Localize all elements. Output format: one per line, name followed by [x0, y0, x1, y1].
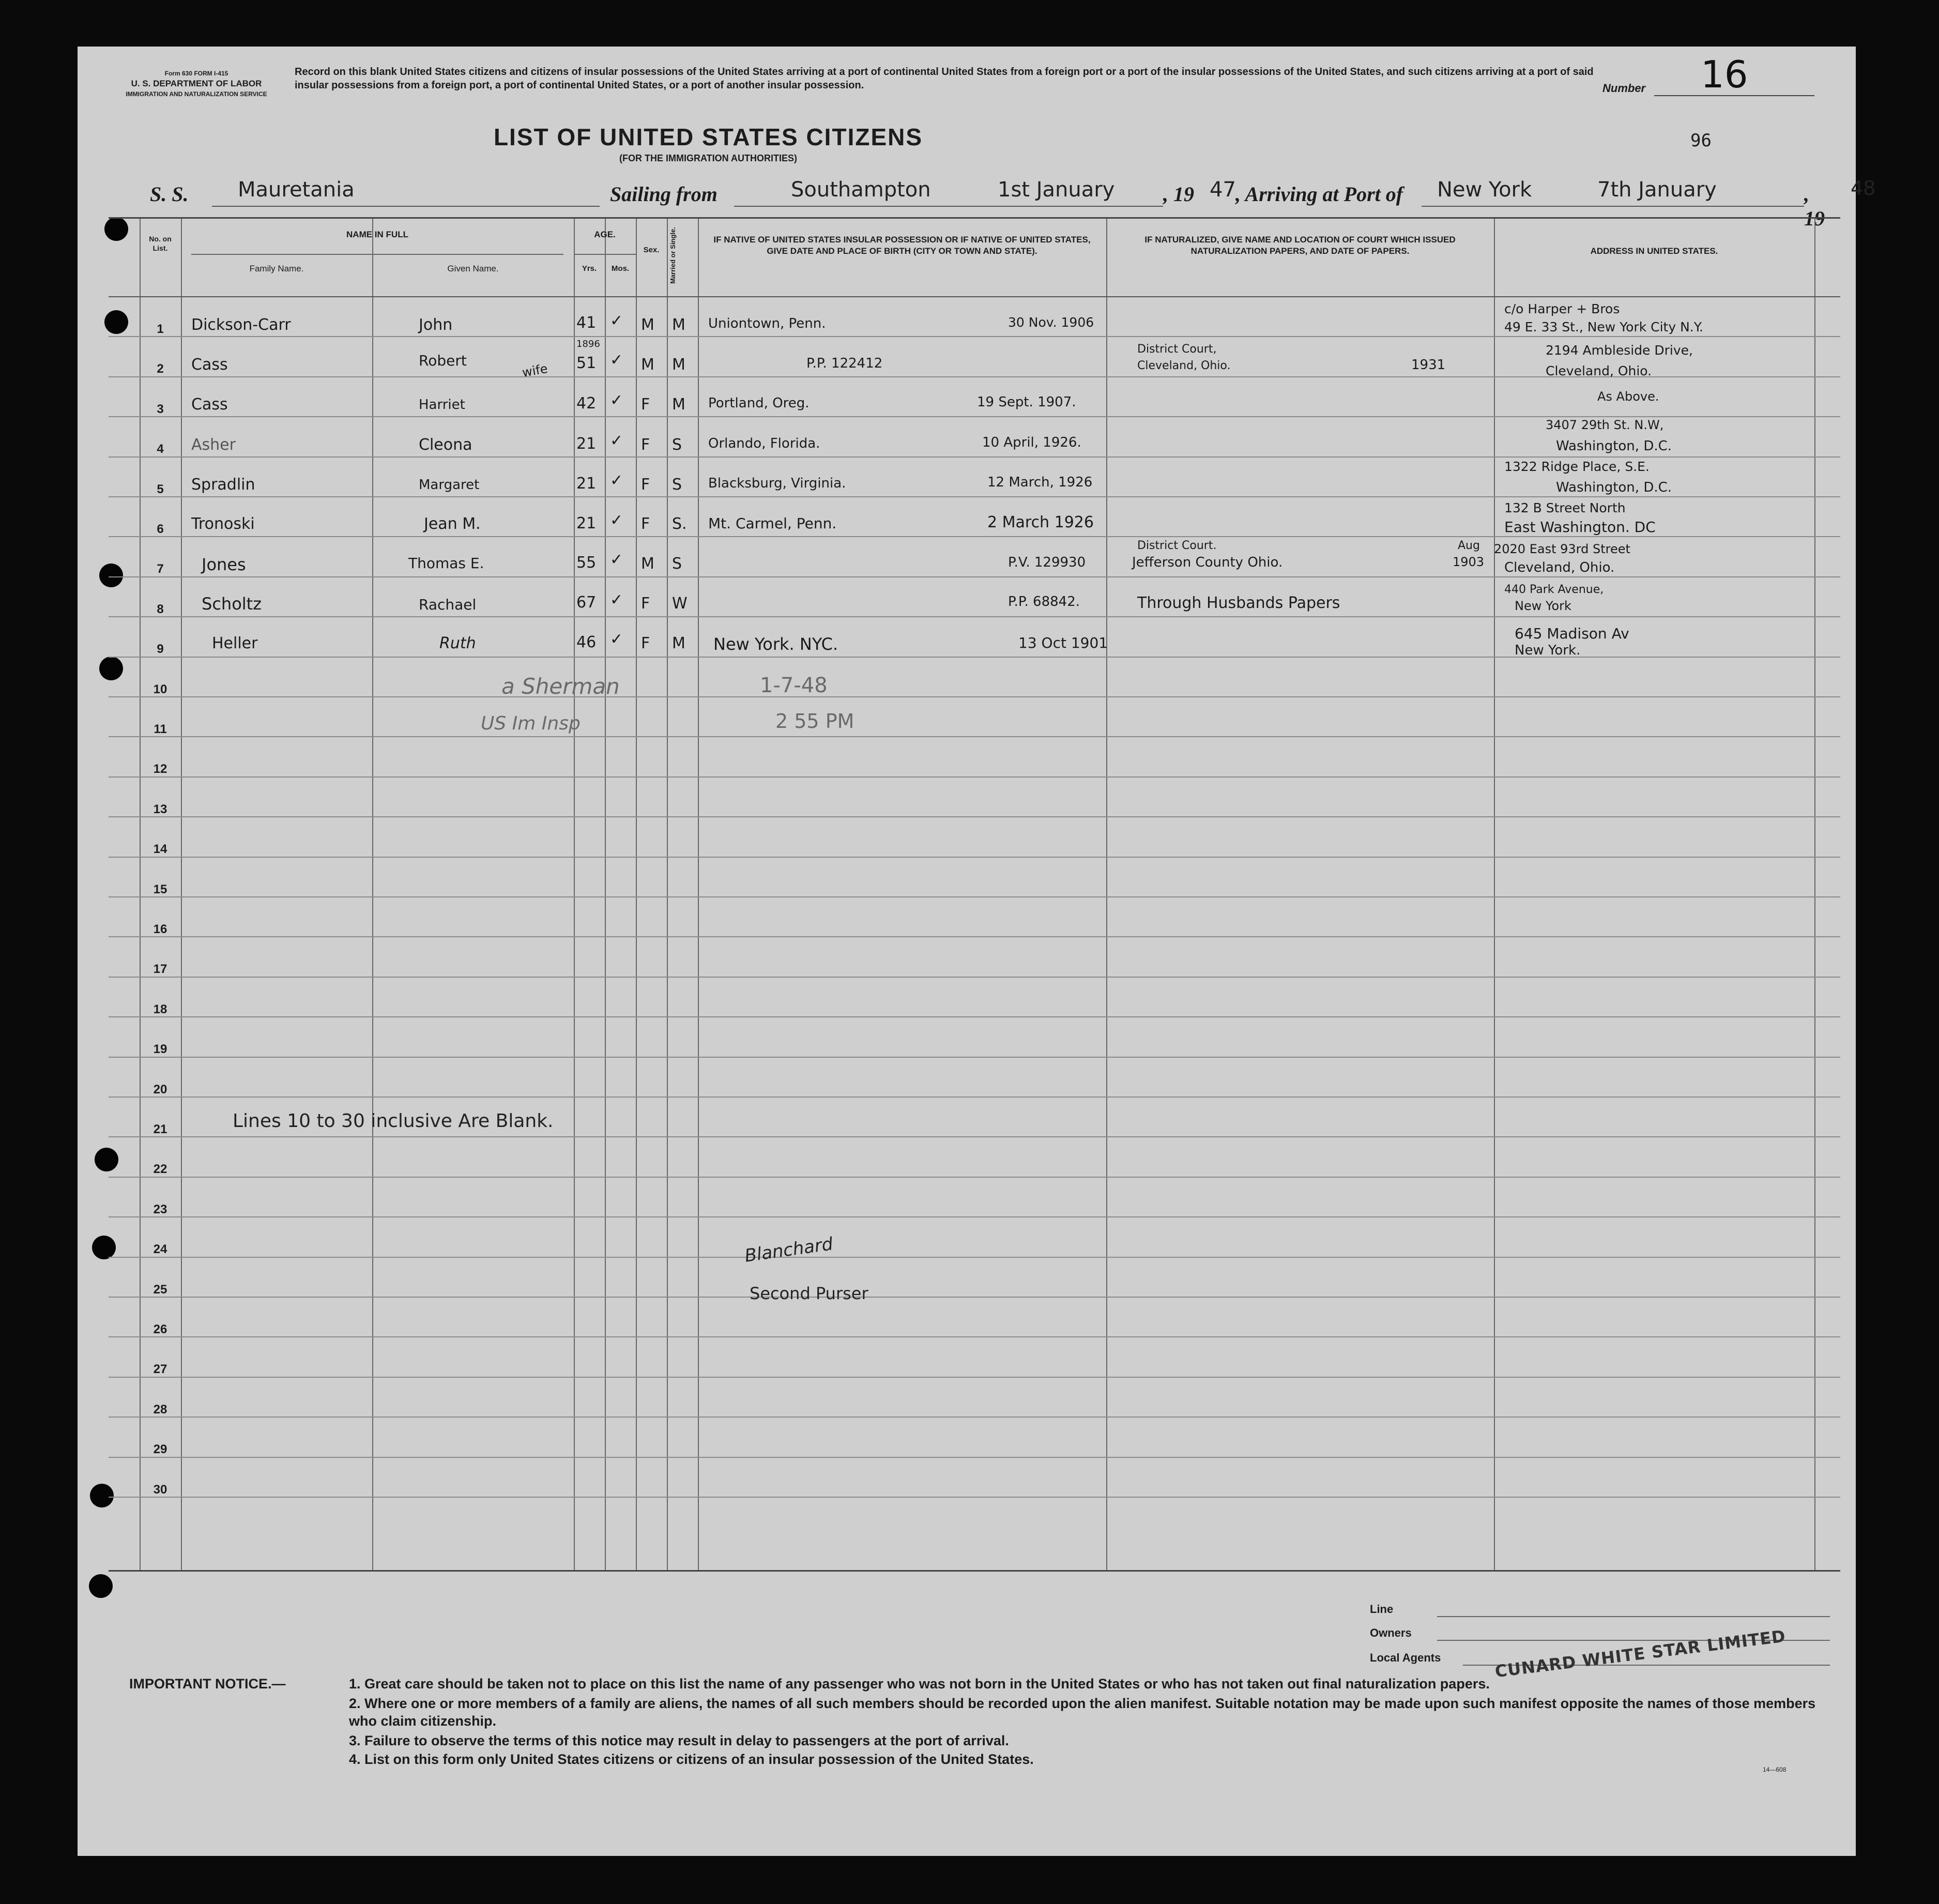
given-name: Ruth [439, 634, 476, 652]
col-age: AGE. [594, 230, 616, 239]
age-years: 21 [576, 514, 597, 532]
row-number: 13 [153, 802, 167, 816]
family-name: Scholtz [202, 594, 262, 614]
col-given-name: Given Name. [447, 264, 499, 273]
row-number: 18 [153, 1002, 167, 1016]
col-married-single: Married or Single. [669, 227, 677, 284]
record-instructions: Record on this blank United States citizens and citizens of insular possessions of the United States arriving at a port of continental United States from a foreign port or a port of the insular possessions of the United States, and such citizens arriving at a port of said insular possessions from a foreign port, a port of continental United States, or a port of another insular possession. [295, 66, 1594, 91]
blank-lines-note: Lines 10 to 30 inclusive Are Blank. [233, 1110, 554, 1132]
row-number: 4 [157, 442, 164, 456]
row-number: 29 [153, 1442, 167, 1456]
row-number: 2 [157, 362, 164, 376]
port-to: New York [1437, 178, 1532, 202]
court: Through Husbands Papers [1137, 594, 1340, 612]
family-name: Asher [191, 436, 236, 454]
date-from: 1st January [998, 178, 1115, 202]
birth-place: Blacksburg, Virginia. [708, 476, 846, 491]
address-cont: Cleveland, Ohio. [1546, 363, 1652, 378]
row-number: 30 [153, 1483, 167, 1497]
col-sex: Sex. [643, 246, 660, 254]
check-mark: ✓ [610, 351, 623, 369]
inspector-signature: a Sherman [501, 674, 620, 699]
court: District Court, [1137, 343, 1217, 356]
birth-place: P.P. 122412 [806, 356, 883, 371]
local-agents-label: Local Agents [1370, 1651, 1441, 1664]
owners-label: Owners [1370, 1626, 1412, 1639]
sex: F [641, 634, 650, 652]
birth-date: 12 March, 1926 [987, 475, 1093, 490]
sex: F [641, 515, 650, 533]
address-cont: Cleveland, Ohio. [1504, 560, 1615, 575]
given-name: Jean M. [424, 515, 481, 533]
row-number: 19 [153, 1042, 167, 1056]
year-to: 48 [1851, 177, 1876, 200]
birth-date: 19 Sept. 1907. [977, 394, 1076, 410]
row-number: 7 [157, 562, 164, 576]
notice-item: 4. List on this form only United States citizens or citizens of an insular possession of the United States. [349, 1751, 1034, 1767]
row-number: 15 [153, 882, 167, 896]
birth-place: Mt. Carmel, Penn. [708, 515, 837, 532]
col-address: ADDRESS IN UNITED STATES. [1590, 246, 1718, 256]
address-cont: New York. [1515, 643, 1581, 658]
marital-status: M [672, 634, 685, 652]
marital-status: S [672, 436, 682, 454]
sex: F [641, 395, 650, 414]
address-cont: Washington, D.C. [1556, 480, 1672, 495]
row-number: 22 [153, 1162, 167, 1176]
birth-place: Portland, Oreg. [708, 395, 810, 411]
birth-date: 30 Nov. 1906 [1008, 315, 1094, 330]
notice-item: 3. Failure to observe the terms of this notice may result in delay to passengers at the port of arrival. [349, 1733, 1009, 1748]
row-number: 28 [153, 1403, 167, 1416]
notice-lead: IMPORTANT NOTICE.— [129, 1676, 286, 1692]
given-name: Robert [419, 352, 467, 369]
birth-place: Orlando, Florida. [708, 436, 820, 451]
row-number: 26 [153, 1322, 167, 1336]
birth-place: Uniontown, Penn. [708, 316, 826, 331]
given-name: Cleona [419, 436, 472, 454]
notice-item: 2. Where one or more members of a family are aliens, the names of all such members should be recorded upon the alien manifest. Suitable notation may be made upon such manifest opposite the names of those members who claim citizenship. [349, 1696, 1816, 1729]
age-years: 42 [576, 394, 597, 413]
birth-date: 2 March 1926 [987, 513, 1094, 531]
row-number: 23 [153, 1202, 167, 1216]
birth-date: 13 Oct 1901 [1018, 634, 1108, 651]
number-label: Number [1602, 82, 1646, 95]
given-name: Margaret [419, 477, 480, 493]
birth-year-note: 1896 [576, 339, 600, 349]
court-date: 1903 [1453, 555, 1485, 569]
row-number: 1 [157, 322, 164, 336]
address: 2194 Ambleside Drive, [1546, 343, 1693, 358]
family-name: Cass [191, 356, 228, 374]
row-number: 3 [157, 402, 164, 416]
manifest-sheet [78, 47, 1876, 1856]
row-number: 24 [153, 1242, 167, 1256]
birth-place: New York. NYC. [713, 634, 838, 654]
address: As Above. [1597, 389, 1659, 404]
address: 645 Madison Av [1515, 625, 1629, 642]
col-name-in-full: NAME IN FULL [346, 230, 408, 239]
form-identifier: Form 630 FORM I-415 U. S. DEPARTMENT OF LABOR IMMIGRATION AND NATURALIZATION SERVICE [126, 70, 267, 98]
address-cont: New York [1515, 599, 1571, 613]
sex: M [641, 555, 654, 573]
birth-date: P.P. 68842. [1008, 594, 1080, 610]
address: 132 B Street North [1504, 500, 1626, 515]
ship-name: Mauretania [238, 178, 355, 202]
given-name: John [419, 316, 453, 334]
given-name: Thomas E. [408, 555, 484, 572]
age-years: 67 [576, 593, 597, 612]
page-subtitle: (FOR THE IMMIGRATION AUTHORITIES) [619, 153, 797, 163]
check-mark: ✓ [610, 511, 623, 529]
col-mos: Mos. [611, 264, 630, 273]
address-cont: 49 E. 33 St., New York City N.Y. [1504, 319, 1703, 334]
ss-label: S. S. [150, 182, 189, 206]
row-number: 17 [153, 962, 167, 976]
year-from: 47 [1210, 178, 1236, 202]
inspector-title: US Im Insp [481, 713, 581, 734]
list-number: 16 [1701, 53, 1748, 96]
punch-hole [89, 1574, 113, 1598]
court-location: Cleveland, Ohio. [1137, 359, 1231, 372]
purser-signature: Blanchard [743, 1233, 834, 1267]
age-years: 46 [576, 633, 597, 651]
family-name: Dickson-Carr [191, 316, 291, 334]
family-name: Cass [191, 395, 228, 414]
row-number: 16 [153, 922, 167, 936]
row-number: 21 [153, 1122, 167, 1136]
col-yrs: Yrs. [582, 264, 597, 273]
check-mark: ✓ [610, 630, 623, 648]
row-number: 11 [154, 722, 167, 736]
address: 1322 Ridge Place, S.E. [1504, 459, 1650, 474]
check-mark: ✓ [610, 551, 623, 569]
address-cont: East Washington. DC [1504, 519, 1656, 536]
row-number: 6 [157, 522, 164, 536]
sex: F [641, 436, 650, 454]
row-number: 5 [157, 482, 164, 496]
arriving-label: , Arriving at Port of [1235, 182, 1403, 206]
marital-status: M [672, 395, 685, 414]
line-label: Line [1370, 1603, 1394, 1616]
check-mark: ✓ [610, 391, 623, 409]
col-family-name: Family Name. [249, 264, 304, 273]
address: 3407 29th St. N.W, [1546, 418, 1664, 432]
marital-status: W [672, 595, 688, 613]
age-years: 41 [576, 314, 597, 332]
date-to: 7th January [1597, 178, 1717, 202]
marital-status: M [672, 356, 685, 374]
court: District Court. [1137, 539, 1217, 552]
age-years: 55 [576, 554, 597, 572]
birth-date: 10 April, 1926. [982, 435, 1081, 450]
check-mark: ✓ [610, 591, 623, 609]
sex: F [641, 476, 650, 494]
wife-note: wife [521, 361, 549, 380]
address: 2020 East 93rd Street [1494, 542, 1630, 556]
given-name: Harriet [419, 397, 465, 413]
citizens-table [109, 217, 1840, 1572]
col-birth: IF NATIVE OF UNITED STATES INSULAR POSSESSION OR IF NATIVE OF UNITED STATES, GIVE DATE AND PLACE OF BIRTH (CITY OR TOWN AND STATE). [713, 235, 1091, 256]
marital-status: S. [672, 515, 687, 533]
family-name: Heller [212, 634, 258, 652]
court-location: Jefferson County Ohio. [1132, 555, 1283, 570]
marital-status: S [672, 476, 682, 494]
row-number: 14 [153, 842, 167, 856]
port-from: Southampton [791, 178, 931, 202]
col-naturalized: IF NATURALIZED, GIVE NAME AND LOCATION OF COURT WHICH ISSUED NATURALIZATION PAPERS, AND DATE OF PAPERS. [1144, 235, 1456, 256]
agent-stamp: CUNARD WHITE STAR LIMITED [1493, 1626, 1787, 1682]
court-date: 1931 [1411, 357, 1446, 373]
notice-item: 1. Great care should be taken not to place on this list the name of any passenger who was not born in the United States or who has not taken out final naturalization papers. [349, 1676, 1490, 1692]
row-number: 27 [153, 1362, 167, 1376]
age-years: 21 [576, 435, 597, 453]
sex: M [641, 316, 654, 334]
address: c/o Harper + Bros [1504, 301, 1620, 316]
stamp-number: 96 [1690, 130, 1712, 151]
marital-status: M [672, 316, 685, 334]
family-name: Spradlin [191, 476, 255, 494]
sex: F [641, 595, 650, 613]
address: 440 Park Avenue, [1504, 583, 1604, 596]
row-number: 12 [153, 762, 167, 776]
sex: M [641, 356, 654, 374]
family-name: Tronoski [191, 515, 255, 533]
marital-status: S [672, 555, 682, 573]
sailing-from-label: Sailing from [610, 182, 717, 206]
row-number: 9 [157, 642, 164, 656]
purser-title: Second Purser [750, 1284, 868, 1303]
sailing-line: S. S. Mauretania Sailing from Southampton 1st January , 19 47 , Arriving at Port of New York 7th January , 19 48 [150, 177, 1876, 230]
row-number: 8 [157, 602, 164, 616]
address-cont: Washington, D.C. [1556, 438, 1672, 454]
row-number: 25 [153, 1283, 167, 1297]
court-month: Aug [1458, 539, 1480, 552]
age-years: 51 [576, 354, 597, 372]
check-mark: ✓ [610, 432, 623, 450]
page-title: LIST OF UNITED STATES CITIZENS [493, 124, 923, 150]
row-number: 10 [153, 682, 167, 696]
birth-date: P.V. 129930 [1008, 555, 1086, 570]
col-no-on-list: No. on List. [149, 235, 172, 252]
inspector-date: 1-7-48 [760, 674, 828, 697]
check-mark: ✓ [610, 312, 623, 330]
row-number: 20 [153, 1083, 167, 1096]
family-name: Jones [202, 555, 246, 574]
given-name: Rachael [419, 596, 477, 613]
form-code: 14—608 [1763, 1766, 1787, 1773]
inspector-time: 2 55 PM [775, 710, 854, 733]
age-years: 21 [576, 475, 597, 493]
check-mark: ✓ [610, 471, 623, 490]
